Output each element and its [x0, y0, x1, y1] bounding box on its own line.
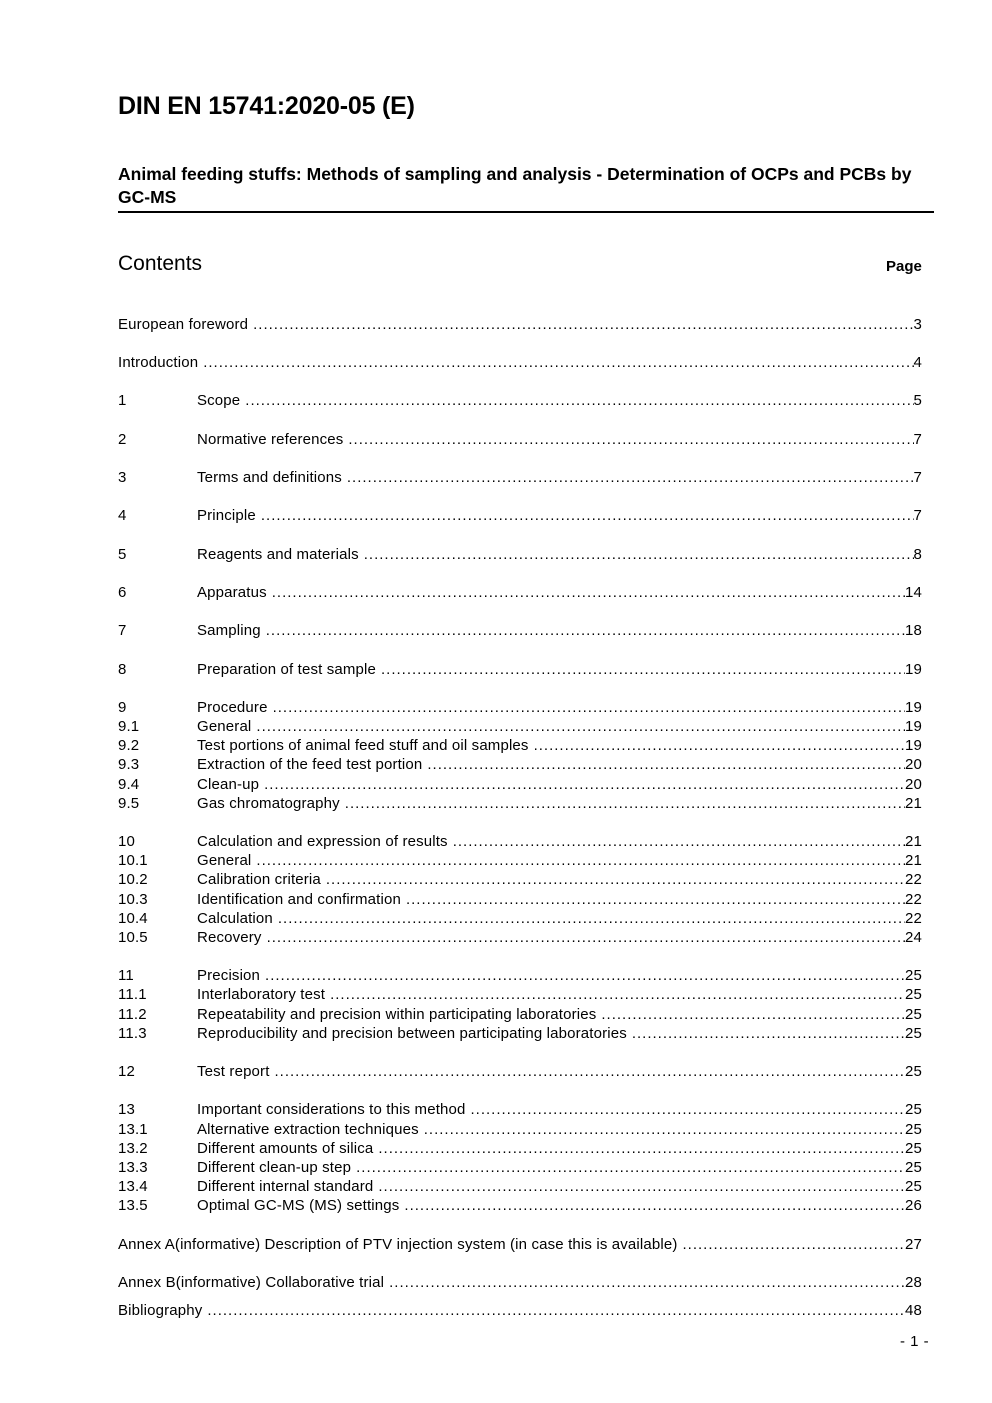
toc-entry-title: Terms and definitions: [197, 469, 342, 486]
toc-entry-number: 5: [118, 546, 127, 563]
toc-entry-number: 9.1: [118, 718, 140, 735]
toc-entry-number: 10.5: [118, 929, 148, 946]
toc-dot-leader: [448, 832, 905, 851]
toc-dot-leader: [351, 1158, 905, 1177]
toc-entry-page: 28: [905, 1274, 922, 1291]
toc-dot-leader: [677, 1235, 905, 1254]
toc-entry-page: 5: [913, 392, 922, 409]
toc-entry[interactable]: [118, 391, 922, 410]
toc-entry-page: 25: [905, 1063, 922, 1080]
toc-entry[interactable]: [118, 890, 922, 909]
toc-entry-page: 19: [905, 699, 922, 716]
toc-entry-title: Annex A(informative) Description of PTV injection system (in case this is available): [118, 1236, 678, 1253]
toc-entry-page: 25: [905, 967, 922, 984]
toc-entry-title: Precision: [197, 967, 261, 984]
toc-entry[interactable]: [118, 966, 922, 985]
toc-entry-page: 25: [905, 1025, 922, 1042]
toc-entry-title: Repeatability and precision within participating laboratories: [197, 1006, 597, 1023]
toc-dot-leader: [340, 794, 905, 813]
toc-entry-page: 27: [905, 1236, 922, 1253]
toc-entry-title: Identification and confirmation: [197, 891, 401, 908]
toc-dot-leader: [373, 1177, 905, 1196]
contents-heading: Contents: [118, 252, 203, 275]
toc-entry-page: 3: [913, 316, 922, 333]
toc-dot-leader: [359, 545, 914, 564]
toc-dot-leader: [401, 890, 905, 909]
toc-entry[interactable]: [118, 660, 922, 679]
toc-entry-title: Different internal standard: [197, 1178, 374, 1195]
toc-entry[interactable]: [118, 468, 922, 487]
toc-dot-leader: [373, 1139, 905, 1158]
toc-entry-page: 25: [905, 1121, 922, 1138]
toc-entry-number: 11.1: [118, 986, 147, 1003]
toc-entry-page: 7: [913, 507, 922, 524]
toc-entry-page: 25: [905, 1159, 922, 1176]
toc-entry-page: 25: [905, 1006, 922, 1023]
toc-entry-page: 19: [905, 737, 922, 754]
toc-entry-title: Clean-up: [197, 776, 260, 793]
toc-entry[interactable]: [118, 430, 922, 449]
toc-entry-title: Important considerations to this method: [197, 1101, 466, 1118]
toc-entry-page: 25: [905, 1101, 922, 1118]
toc-entry-title: Optimal GC-MS (MS) settings: [197, 1197, 400, 1214]
toc-entry[interactable]: [118, 698, 922, 717]
toc-entry-number: 10: [118, 833, 135, 850]
toc-entry-title: Annex B(informative) Collaborative trial: [118, 1274, 385, 1291]
toc-entry-title: Reproducibility and precision between participating laboratories: [197, 1025, 627, 1042]
toc-entry-number: 10.1: [118, 852, 148, 869]
toc-dot-leader: [267, 583, 905, 602]
title-rule: [118, 211, 934, 213]
toc-entry[interactable]: [118, 506, 922, 525]
toc-entry-number: 13.1: [118, 1121, 148, 1138]
toc-entry[interactable]: [118, 583, 922, 602]
toc-entry-title: General: [197, 718, 252, 735]
toc-entry[interactable]: [118, 1139, 922, 1158]
toc-entry-number: 13.4: [118, 1178, 148, 1195]
toc-entry-page: 22: [905, 891, 922, 908]
toc-entry-page: 26: [905, 1197, 922, 1214]
toc-entry-title: Different amounts of silica: [197, 1140, 374, 1157]
toc-entry-number: 13.3: [118, 1159, 148, 1176]
toc-dot-leader: [256, 506, 914, 525]
toc-entry-title: Calculation and expression of results: [197, 833, 448, 850]
toc-entry-title: Calibration criteria: [197, 871, 321, 888]
toc-entry-page: 7: [913, 469, 922, 486]
toc-entry-number: 11.2: [118, 1006, 147, 1023]
page-column-heading: Page: [886, 258, 922, 275]
toc-entry[interactable]: [118, 1235, 922, 1254]
toc-dot-leader: [376, 660, 905, 679]
toc-dot-leader: [273, 909, 905, 928]
toc-entry-number: 6: [118, 584, 127, 601]
toc-dot-leader: [466, 1100, 906, 1119]
toc-entry-number: 1: [118, 392, 127, 409]
toc-entry-title: Gas chromatography: [197, 795, 340, 812]
toc-entry[interactable]: [118, 1177, 922, 1196]
toc-entry-number: 8: [118, 661, 127, 678]
toc-entry[interactable]: [118, 794, 922, 813]
toc-entry-page: 14: [905, 584, 922, 601]
toc-dot-leader: [384, 1273, 905, 1292]
toc-entry-title: Preparation of test sample: [197, 661, 376, 678]
toc-entry-title: Test report: [197, 1063, 270, 1080]
toc-entry-page: 22: [905, 871, 922, 888]
toc-dot-leader: [529, 736, 905, 755]
toc-dot-leader: [325, 985, 905, 1004]
toc-entry-number: 11: [118, 967, 134, 984]
toc-dot-leader: [240, 391, 913, 410]
toc-entry[interactable]: [118, 870, 922, 889]
toc-entry-page: 21: [905, 795, 922, 812]
toc-entry[interactable]: [118, 909, 922, 928]
toc-entry-title: Apparatus: [197, 584, 267, 601]
toc-entry-page: 25: [905, 1178, 922, 1195]
toc-dot-leader: [419, 1120, 905, 1139]
toc-entry-page: 7: [913, 431, 922, 448]
toc-entry-page: 20: [905, 756, 922, 773]
toc-entry-page: 25: [905, 1140, 922, 1157]
toc-entry-title: General: [197, 852, 252, 869]
toc-dot-leader: [321, 870, 905, 889]
toc-entry-title: Recovery: [197, 929, 262, 946]
toc-entry-title: Scope: [197, 392, 241, 409]
toc-entry[interactable]: [118, 1120, 922, 1139]
toc-entry-number: 3: [118, 469, 127, 486]
toc-entry-page: 4: [913, 354, 922, 371]
document-title: DIN EN 15741:2020-05 (E): [118, 92, 415, 120]
toc-dot-leader: [343, 430, 913, 449]
toc-entry[interactable]: [118, 1062, 922, 1081]
toc-entry-number: 12: [118, 1063, 135, 1080]
toc-entry-title: Test portions of animal feed stuff and oil samples: [197, 737, 529, 754]
toc-entry-page: 8: [913, 546, 922, 563]
toc-entry-title: Reagents and materials: [197, 546, 359, 563]
toc-entry-title: Interlaboratory test: [197, 986, 326, 1003]
toc-entry-page: 20: [905, 776, 922, 793]
toc-entry-page: 19: [905, 718, 922, 735]
toc-entry-title: Bibliography: [118, 1302, 203, 1319]
toc-entry-number: 9: [118, 699, 127, 716]
toc-entry[interactable]: [118, 1273, 922, 1292]
toc-entry[interactable]: [118, 1196, 922, 1215]
toc-entry-number: 13.5: [118, 1197, 148, 1214]
toc-dot-leader: [268, 698, 905, 717]
toc-dot-leader: [262, 928, 905, 947]
toc-entry-number: 11.3: [118, 1025, 147, 1042]
toc-dot-leader: [342, 468, 914, 487]
toc-entry-number: 7: [118, 622, 127, 639]
toc-entry[interactable]: [118, 736, 922, 755]
toc-entry[interactable]: [118, 851, 922, 870]
toc-entry-title: Principle: [197, 507, 256, 524]
toc-entry-page: 21: [905, 833, 922, 850]
toc-entry-number: 9.2: [118, 737, 140, 754]
toc-entry-number: 9.5: [118, 795, 140, 812]
toc-entry-number: 13.2: [118, 1140, 148, 1157]
toc-entry-title: Different clean-up step: [197, 1159, 352, 1176]
toc-entry-title: Procedure: [197, 699, 268, 716]
toc-entry-title: Normative references: [197, 431, 344, 448]
toc-entry-number: 10.3: [118, 891, 148, 908]
toc-entry-page: 24: [905, 929, 922, 946]
toc-entry-title: Extraction of the feed test portion: [197, 756, 423, 773]
toc-entry[interactable]: [118, 928, 922, 947]
toc-entry-title: Calculation: [197, 910, 273, 927]
toc-entry[interactable]: [118, 717, 922, 736]
toc-entry[interactable]: [118, 832, 922, 851]
toc-entry-title: Introduction: [118, 354, 199, 371]
toc-entry[interactable]: [118, 775, 922, 794]
toc-entry[interactable]: [118, 1024, 922, 1043]
toc-dot-leader: [251, 851, 905, 870]
toc-entry-number: 2: [118, 431, 127, 448]
toc-entry-page: 48: [905, 1302, 922, 1319]
toc-dot-leader: [399, 1196, 905, 1215]
toc-entry-number: 9.3: [118, 756, 140, 773]
toc-entry-number: 10.2: [118, 871, 148, 888]
toc-entry[interactable]: [118, 353, 922, 372]
toc-dot-leader: [596, 1005, 905, 1024]
toc-dot-leader: [260, 966, 905, 985]
toc-entry[interactable]: [118, 755, 922, 774]
toc-entry[interactable]: [118, 985, 922, 1004]
toc-entry-page: 21: [905, 852, 922, 869]
toc-dot-leader: [270, 1062, 905, 1081]
toc-entry-number: 9.4: [118, 776, 140, 793]
toc-entry[interactable]: [118, 1005, 922, 1024]
toc-entry[interactable]: [118, 1301, 922, 1320]
toc-dot-leader: [259, 775, 905, 794]
toc-dot-leader: [202, 1301, 905, 1320]
toc-entry-page: 22: [905, 910, 922, 927]
toc-entry-title: Sampling: [197, 622, 261, 639]
toc-entry[interactable]: [118, 545, 922, 564]
toc-entry-number: 13: [118, 1101, 135, 1118]
toc-entry-title: European foreword: [118, 316, 249, 333]
toc-dot-leader: [627, 1024, 905, 1043]
toc-entry-page: 19: [905, 661, 922, 678]
toc-dot-leader: [422, 755, 905, 774]
toc-entry-page: 25: [905, 986, 922, 1003]
toc-entry[interactable]: [118, 315, 922, 334]
toc-entry-number: 10.4: [118, 910, 148, 927]
page-number: - 1 -: [900, 1333, 930, 1350]
toc-entry-title: Alternative extraction techniques: [197, 1121, 419, 1138]
toc-dot-leader: [261, 621, 905, 640]
toc-entry[interactable]: [118, 1158, 922, 1177]
toc-dot-leader: [248, 315, 913, 334]
toc-entry-page: 18: [905, 622, 922, 639]
toc-entry-number: 4: [118, 507, 127, 524]
toc-entry[interactable]: [118, 1100, 922, 1119]
document-subtitle: Animal feeding stuffs: Methods of sampling and analysis - Determination of OCPs and PCBs by GC-MS: [118, 164, 912, 207]
toc-entry[interactable]: [118, 621, 922, 640]
toc-dot-leader: [198, 353, 913, 372]
toc-dot-leader: [251, 717, 905, 736]
